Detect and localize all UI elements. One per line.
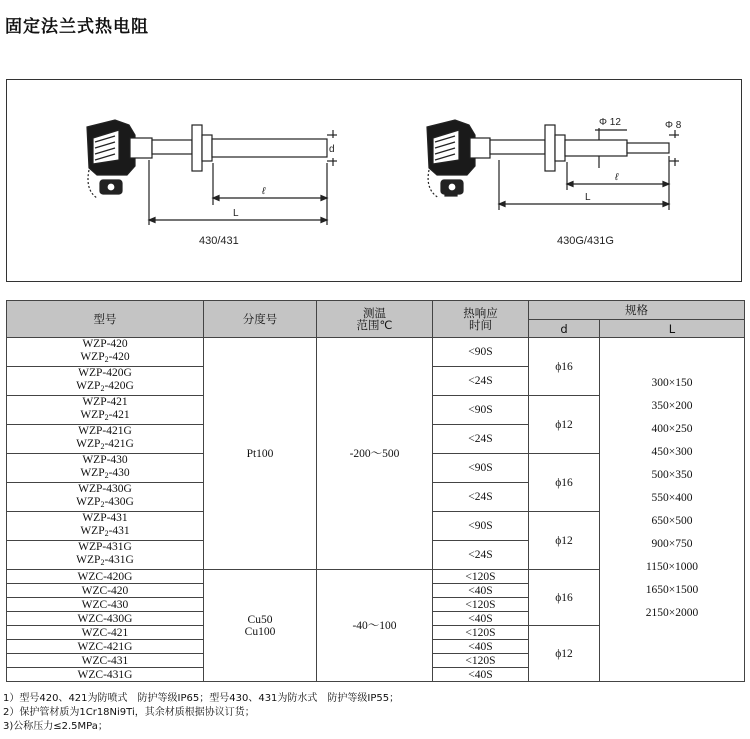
header-resp-line2: 时间 bbox=[469, 318, 492, 332]
response-cell: <40S bbox=[433, 584, 529, 598]
division-cu50: Cu50 bbox=[247, 613, 273, 626]
flange-right bbox=[545, 125, 565, 171]
model-cell: WZC-420G bbox=[7, 570, 204, 584]
dim-phi8-label: Φ 8 bbox=[665, 120, 682, 131]
header-resp-line1: 热响应 bbox=[463, 306, 498, 320]
response-cell: <40S bbox=[433, 612, 529, 626]
header-row-1 bbox=[7, 301, 745, 320]
note-2: 2）保护管材质为1Cr18Ni9Ti，其余材质根据协议订货； bbox=[3, 707, 255, 718]
notes bbox=[3, 692, 399, 734]
model-cell: WZP-421G $WZP_2-421G$ bbox=[7, 425, 204, 454]
probe-left bbox=[212, 139, 327, 157]
junction-head-left bbox=[87, 120, 192, 198]
response-cell: <120S bbox=[433, 570, 529, 584]
L-value: 300×150 bbox=[651, 377, 693, 389]
model-cell: WZC-420 bbox=[7, 584, 204, 598]
note-3: 3)公称压力≤2.5MPa； bbox=[3, 721, 108, 732]
junction-head-right bbox=[427, 120, 545, 198]
response-cell: <40S bbox=[433, 668, 529, 682]
response-cell: <24S bbox=[433, 367, 529, 396]
L-values bbox=[600, 338, 745, 682]
caption-left: 430/431 bbox=[199, 235, 239, 247]
range-cu: -40～100 bbox=[317, 570, 433, 682]
header-response bbox=[433, 301, 529, 338]
model-cell: WZP-431 $WZP_2-431$ bbox=[7, 512, 204, 541]
L-value: 500×350 bbox=[651, 469, 693, 481]
model-cell: WZP-420 $WZP_2-420$ bbox=[7, 338, 204, 367]
model-cell: WZP-431G $WZP_2-431G$ bbox=[7, 541, 204, 570]
header-division: 分度号 bbox=[204, 301, 317, 338]
range-pt100: -200～500 bbox=[317, 338, 433, 570]
model-cell: WZP-430G $WZP_2-430G$ bbox=[7, 483, 204, 512]
page-title: 固定法兰式热电阻 bbox=[5, 17, 149, 37]
response-cell: <90S bbox=[433, 454, 529, 483]
L-value: 450×300 bbox=[651, 446, 693, 458]
L-value: 2150×2000 bbox=[645, 607, 699, 619]
model-cell: WZC-421 bbox=[7, 626, 204, 640]
d-cell: ϕ12 bbox=[529, 396, 600, 454]
spec-table bbox=[6, 300, 745, 682]
header-temp-line2: 范围℃ bbox=[356, 318, 393, 332]
dim-L-label-right: L bbox=[585, 192, 591, 203]
model-cell: WZC-430 bbox=[7, 598, 204, 612]
dim-l-label-right: ℓ bbox=[615, 172, 619, 183]
model-cell: WZC-431G bbox=[7, 668, 204, 682]
product-diagram bbox=[6, 79, 742, 282]
L-value: 1650×1500 bbox=[645, 584, 699, 596]
dim-L-label-left: L bbox=[233, 208, 239, 219]
model-cell: WZP-430 $WZP_2-430$ bbox=[7, 454, 204, 483]
L-value: 550×400 bbox=[651, 492, 693, 504]
d-cell: ϕ16 bbox=[529, 570, 600, 626]
model-cell: WZC-431 bbox=[7, 654, 204, 668]
L-value: 1150×1000 bbox=[645, 561, 699, 573]
d-cell: ϕ16 bbox=[529, 338, 600, 396]
header-d: d bbox=[529, 320, 600, 338]
division-pt100: Pt100 bbox=[204, 338, 317, 570]
division-cu bbox=[204, 570, 317, 682]
L-value: 650×500 bbox=[651, 515, 693, 527]
header-L: L bbox=[600, 320, 745, 338]
model-cell: WZP-420G $WZP_2-420G$ bbox=[7, 367, 204, 396]
model-cell: WZC-430G bbox=[7, 612, 204, 626]
header-temp-range bbox=[317, 301, 433, 338]
L-value: 400×250 bbox=[651, 423, 693, 435]
response-cell: <24S bbox=[433, 425, 529, 454]
response-cell: <90S bbox=[433, 512, 529, 541]
response-cell: <24S bbox=[433, 541, 529, 570]
caption-right: 430G/431G bbox=[557, 235, 614, 247]
L-value: 350×200 bbox=[651, 400, 693, 412]
header-model: 型号 bbox=[7, 301, 204, 338]
diagram-drawing bbox=[7, 80, 743, 283]
table-row bbox=[7, 338, 745, 367]
dim-l-label-left: ℓ bbox=[262, 186, 266, 197]
d-cell: ϕ12 bbox=[529, 512, 600, 570]
d-cell: ϕ12 bbox=[529, 626, 600, 682]
note-1: 1）型号420、421为防喷式 防护等级IP65；型号430、431为防水式 防护等级IP55； bbox=[3, 693, 400, 704]
division-cu100: Cu100 bbox=[244, 625, 276, 638]
dim-phi12-label: Φ 12 bbox=[599, 117, 621, 128]
dim-d-label: d bbox=[329, 144, 335, 155]
header-temp-line1: 测温 bbox=[363, 306, 386, 320]
L-value: 900×750 bbox=[651, 538, 693, 550]
d-cell: ϕ16 bbox=[529, 454, 600, 512]
response-cell: <90S bbox=[433, 338, 529, 367]
model-cell: WZP-421 $WZP_2-421$ bbox=[7, 396, 204, 425]
model-cell: WZC-421G bbox=[7, 640, 204, 654]
response-cell: <120S bbox=[433, 598, 529, 612]
response-cell: <90S bbox=[433, 396, 529, 425]
header-spec: 规格 bbox=[529, 301, 745, 320]
response-cell: <120S bbox=[433, 626, 529, 640]
response-cell: <40S bbox=[433, 640, 529, 654]
response-cell: <120S bbox=[433, 654, 529, 668]
flange-left bbox=[192, 125, 212, 171]
response-cell: <24S bbox=[433, 483, 529, 512]
probe-right bbox=[565, 140, 669, 156]
